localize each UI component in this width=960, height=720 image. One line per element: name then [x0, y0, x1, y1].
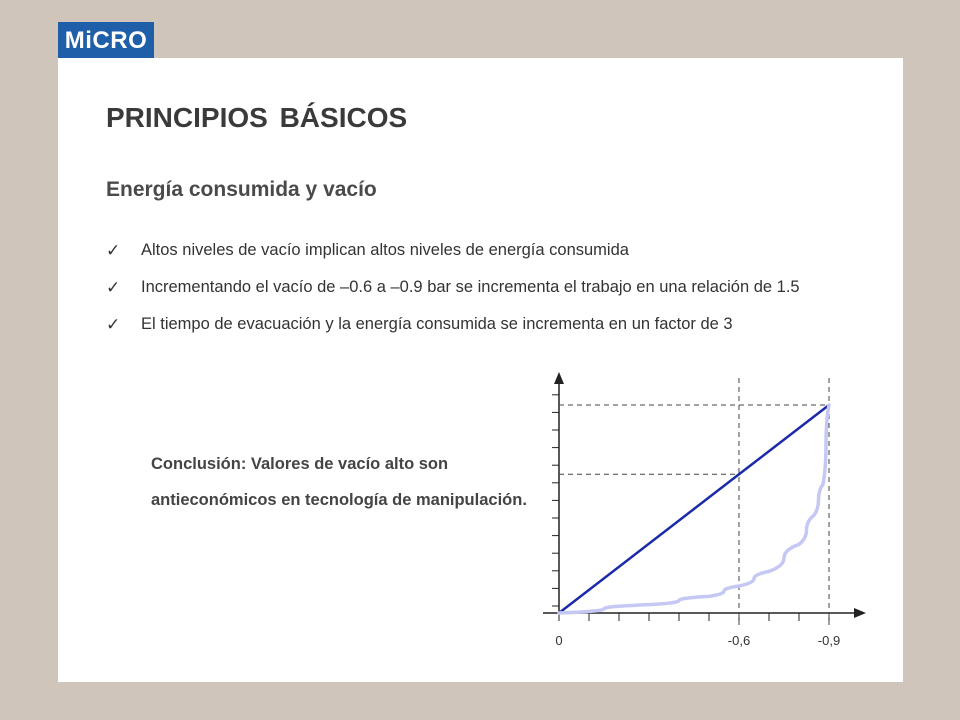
energy-vacuum-chart [528, 368, 873, 668]
check-icon: ✓ [106, 278, 121, 297]
bullet-text: Incrementando el vacío de –0.6 a –0.9 bar se incrementa el trabajo en una relación de 1.5 [141, 278, 800, 296]
x-tick-label: -0,6 [727, 633, 751, 648]
check-icon: ✓ [106, 315, 121, 334]
bullet-item [106, 306, 826, 343]
bullet-text: Altos niveles de vacío implican altos niveles de energía consumida [141, 241, 629, 259]
x-axis-arrow-icon [854, 608, 866, 618]
y-axis-arrow-icon [554, 372, 564, 384]
slide [58, 58, 903, 682]
page-title: PRINCIPIOS BÁSICOS [106, 102, 408, 133]
x-tick-label: 0 [555, 633, 563, 648]
check-icon: ✓ [106, 241, 121, 260]
x-tick-label: -0,9 [817, 633, 841, 648]
series-line-linear [559, 405, 829, 613]
bullet-item [106, 232, 826, 269]
conclusion-text: Conclusión: Valores de vacío alto son antieconómicos en tecnología de manipulación. [151, 455, 527, 509]
section-subtitle: Energía consumida y vacío [106, 178, 377, 201]
bullet-text: El tiempo de evacuación y la energía consumida se incrementa en un factor de 3 [141, 315, 733, 333]
bullet-item [106, 269, 826, 306]
micro-logo: MiCRO [58, 22, 154, 60]
bullet-list [106, 232, 826, 343]
